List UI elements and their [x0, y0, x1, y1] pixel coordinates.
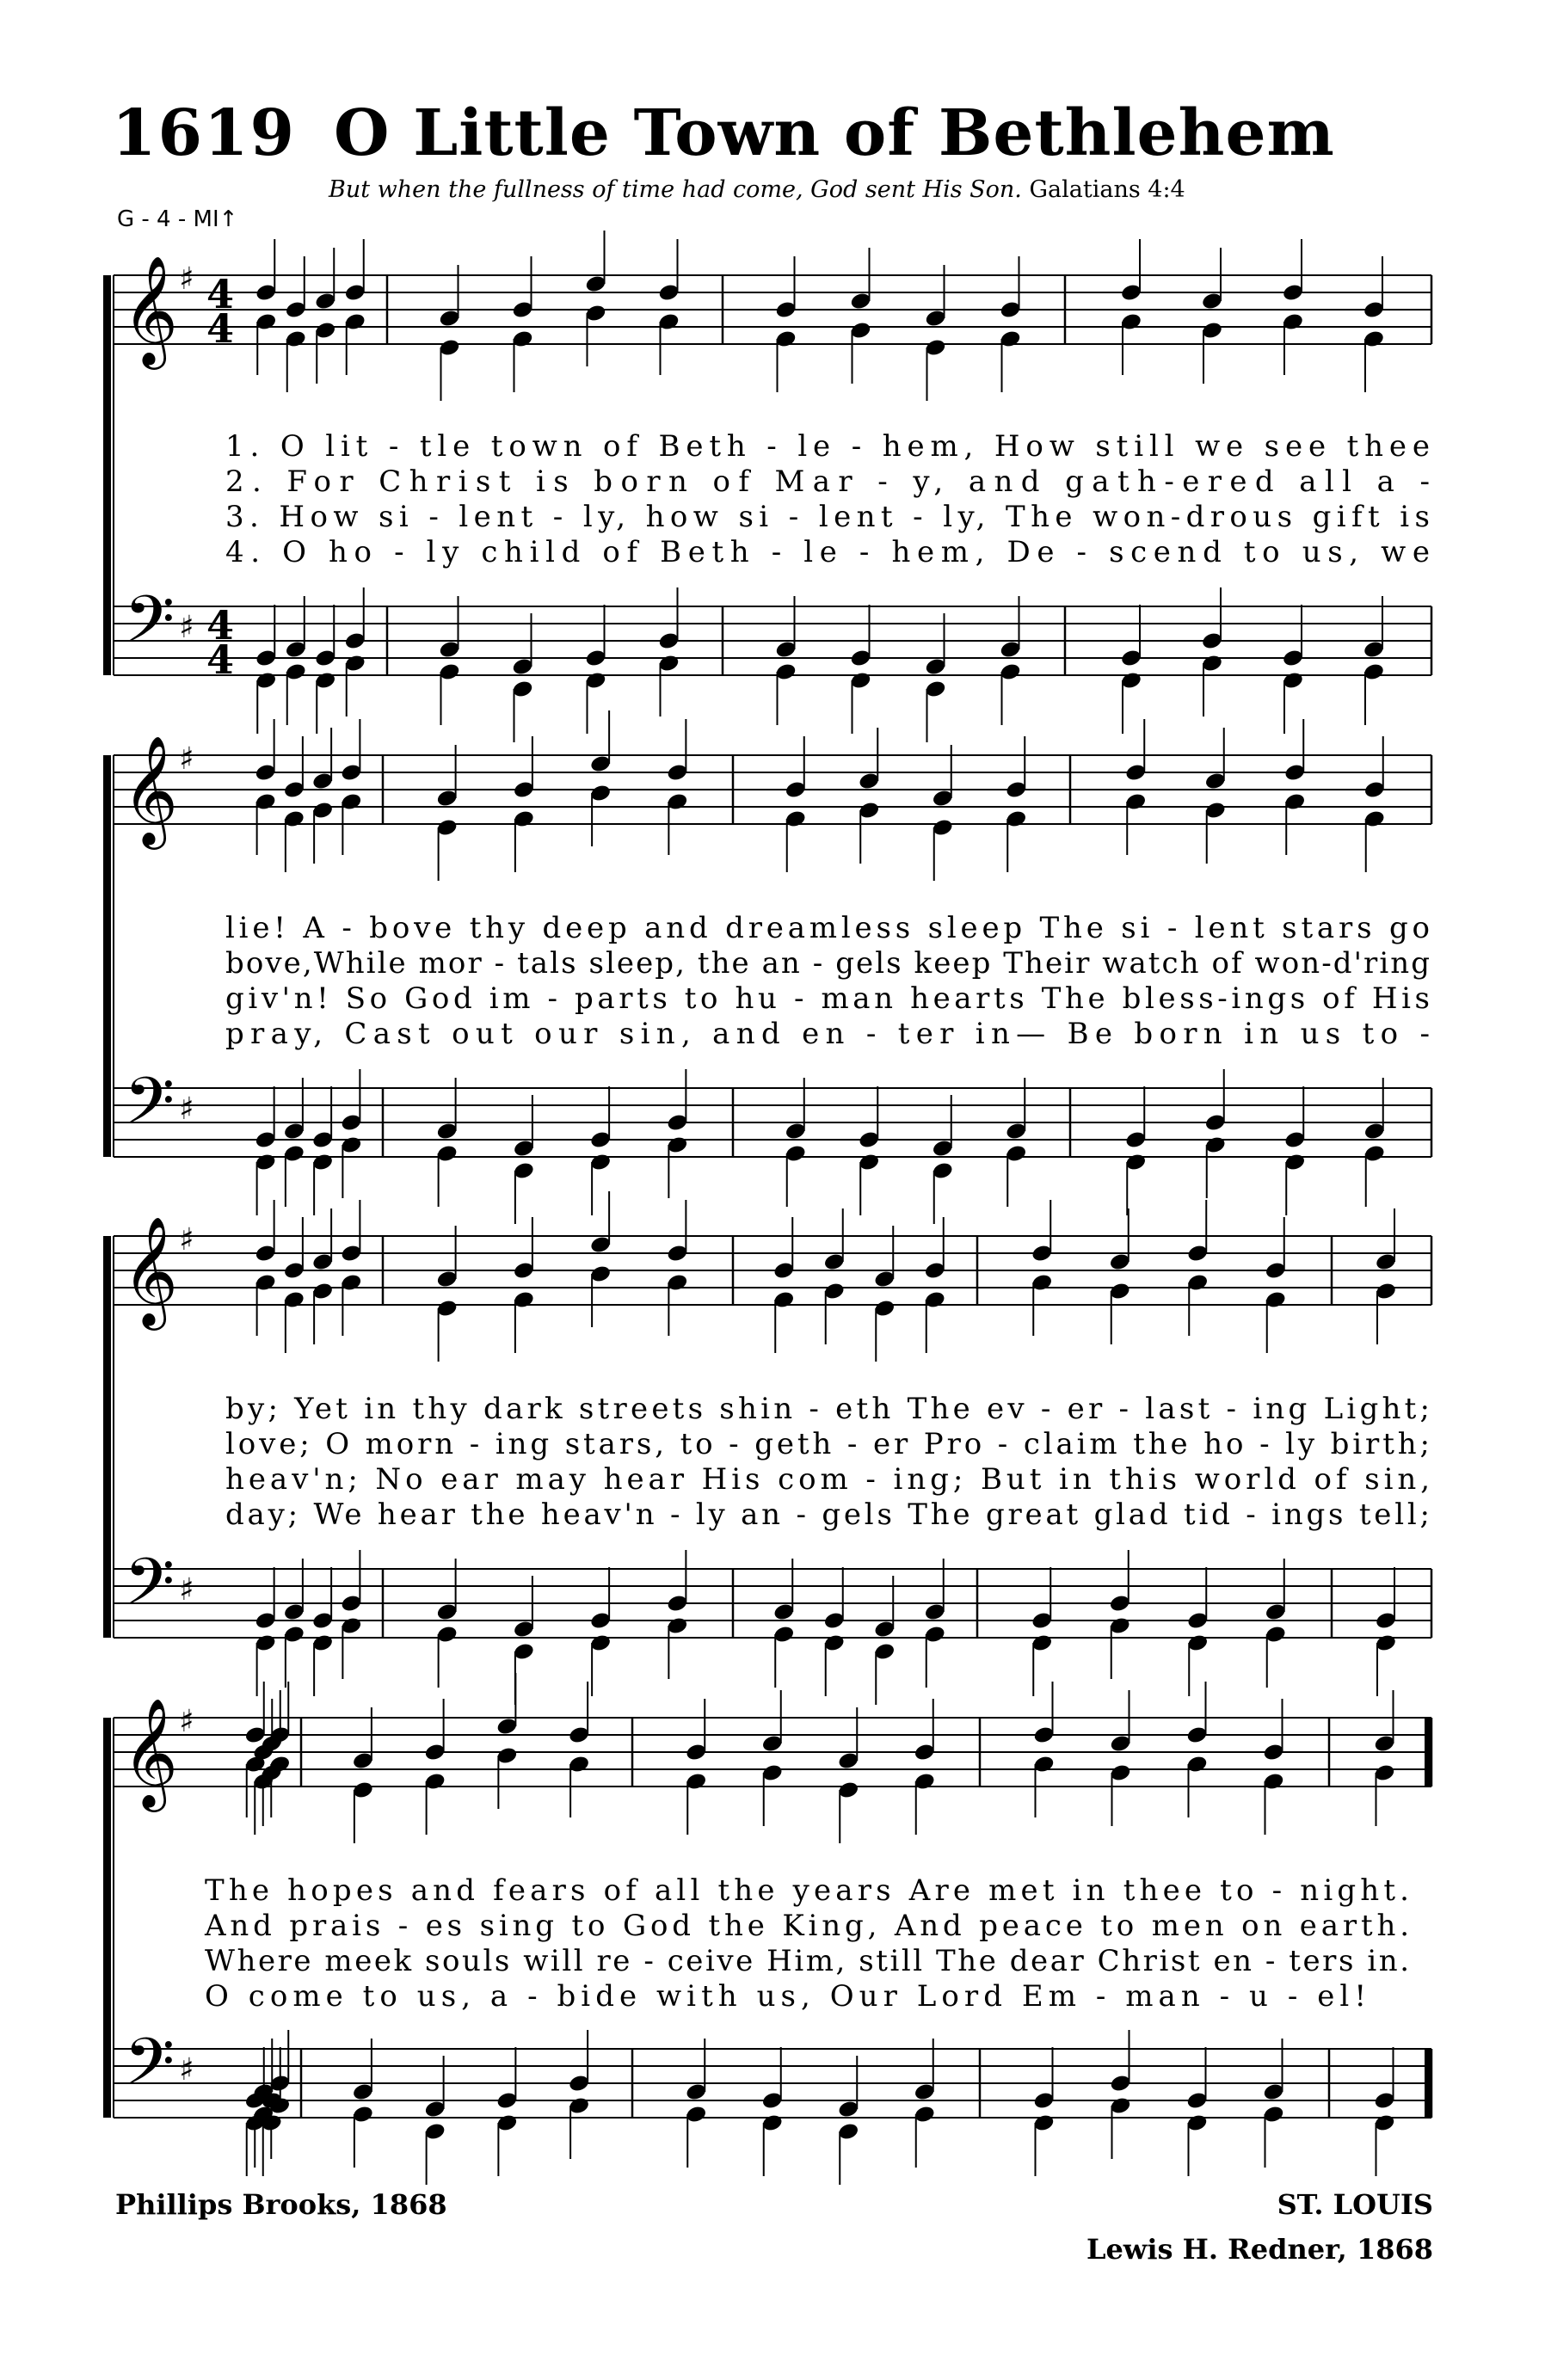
lyric-line-verse-4: O come to us, a - bide with us, Our Lord Em - man - u - el! — [205, 1979, 1367, 2014]
treble-clef-icon: 𝄞 — [122, 1697, 179, 1807]
lyric-line-verse-3: giv'n! So God im - parts to hu - man hearts The bless-ings of His — [225, 981, 1430, 1016]
hymn-number: 1619 — [112, 96, 296, 170]
time-signature: 4 — [206, 602, 235, 649]
lyric-line-verse-1: The hopes and fears of all the years Are met in thee to - night. — [205, 1873, 1409, 1908]
lyric-line-verse-4: 4. O ho - ly child of Beth - le - hem, De - scend to us, we — [225, 535, 1430, 569]
sharp-icon: ♯ — [179, 1572, 194, 1608]
author-credit: Phillips Brooks, 1868 — [115, 2188, 447, 2221]
treble-clef-icon: 𝄞 — [122, 255, 179, 365]
sharp-icon: ♯ — [179, 1092, 194, 1127]
sharp-icon: ♯ — [179, 261, 194, 297]
bass-clef-icon: 𝄢 — [124, 1063, 175, 1155]
epigraph-reference: Galatians 4:4 — [1029, 176, 1185, 203]
lyric-line-verse-3: heav'n; No ear may hear His com - ing; But in this world of sin, — [225, 1462, 1430, 1497]
lyric-line-verse-2: And prais - es sing to God the King, And peace to men on earth. — [205, 1909, 1410, 1943]
lyric-line-verse-2: bove,While mor - tals sleep, the an - gels keep Their watch of won-d'ring — [225, 946, 1430, 981]
tune-name: ST. LOUIS — [1277, 2188, 1433, 2221]
system-bracket — [103, 1236, 111, 1638]
composer-credit: Lewis H. Redner, 1868 — [1086, 2233, 1433, 2266]
final-barline — [1425, 1718, 1431, 1787]
bass-clef-icon: 𝄢 — [124, 581, 175, 673]
sharp-icon: ♯ — [179, 610, 194, 645]
lyric-line-verse-1: lie! A - bove thy deep and dreamless sleep The si - lent stars go — [225, 911, 1430, 945]
final-barline — [1425, 2049, 1431, 2118]
time-signature: 4 — [206, 271, 235, 317]
lyric-line-verse-3: Where meek souls will re - ceive Him, still The dear Christ en - ters in. — [205, 1944, 1409, 1978]
lyric-line-verse-4: pray, Cast out our sin, and en - ter in— Be born in us to - — [225, 1017, 1430, 1051]
time-signature: 4 — [206, 305, 235, 352]
system-bracket — [103, 755, 111, 1157]
lyric-line-verse-1: by; Yet in thy dark streets shin - eth The ev - er - last - ing Light; — [225, 1392, 1430, 1426]
sharp-icon: ♯ — [179, 2052, 194, 2088]
lyric-line-verse-1: 1. O lit - tle town of Beth - le - hem, How still we see thee — [225, 429, 1431, 464]
time-signature: 4 — [206, 637, 235, 683]
lyric-line-verse-4: day; We hear the heav'n - ly an - gels The great glad tid - ings tell; — [225, 1497, 1430, 1532]
tune-code: G - 4 - MI↑ — [117, 206, 238, 232]
bass-clef-icon: 𝄢 — [124, 1544, 175, 1636]
system-bracket — [103, 275, 111, 675]
system-bracket — [103, 1718, 111, 2118]
lyric-line-verse-3: 3. How si - lent - ly, how si - lent - ly, The won-drous gift is — [225, 500, 1430, 534]
sharp-icon: ♯ — [179, 1704, 194, 1739]
treble-clef-icon: 𝄞 — [122, 1215, 179, 1325]
bass-clef-icon: 𝄢 — [124, 2024, 175, 2116]
lyric-line-verse-2: 2. For Christ is born of Mar - y, and gath-ered all a - — [225, 464, 1431, 499]
lyric-line-verse-2: love; O morn - ing stars, to - geth - er Pro - claim the ho - ly birth; — [225, 1427, 1431, 1461]
sharp-icon: ♯ — [179, 1222, 194, 1258]
hymn-title: O Little Town of Bethlehem — [334, 96, 1335, 170]
treble-clef-icon: 𝄞 — [122, 735, 179, 845]
sharp-icon: ♯ — [179, 741, 194, 777]
epigraph-quote: But when the fullness of time had come, God sent His Son. — [329, 176, 1022, 203]
